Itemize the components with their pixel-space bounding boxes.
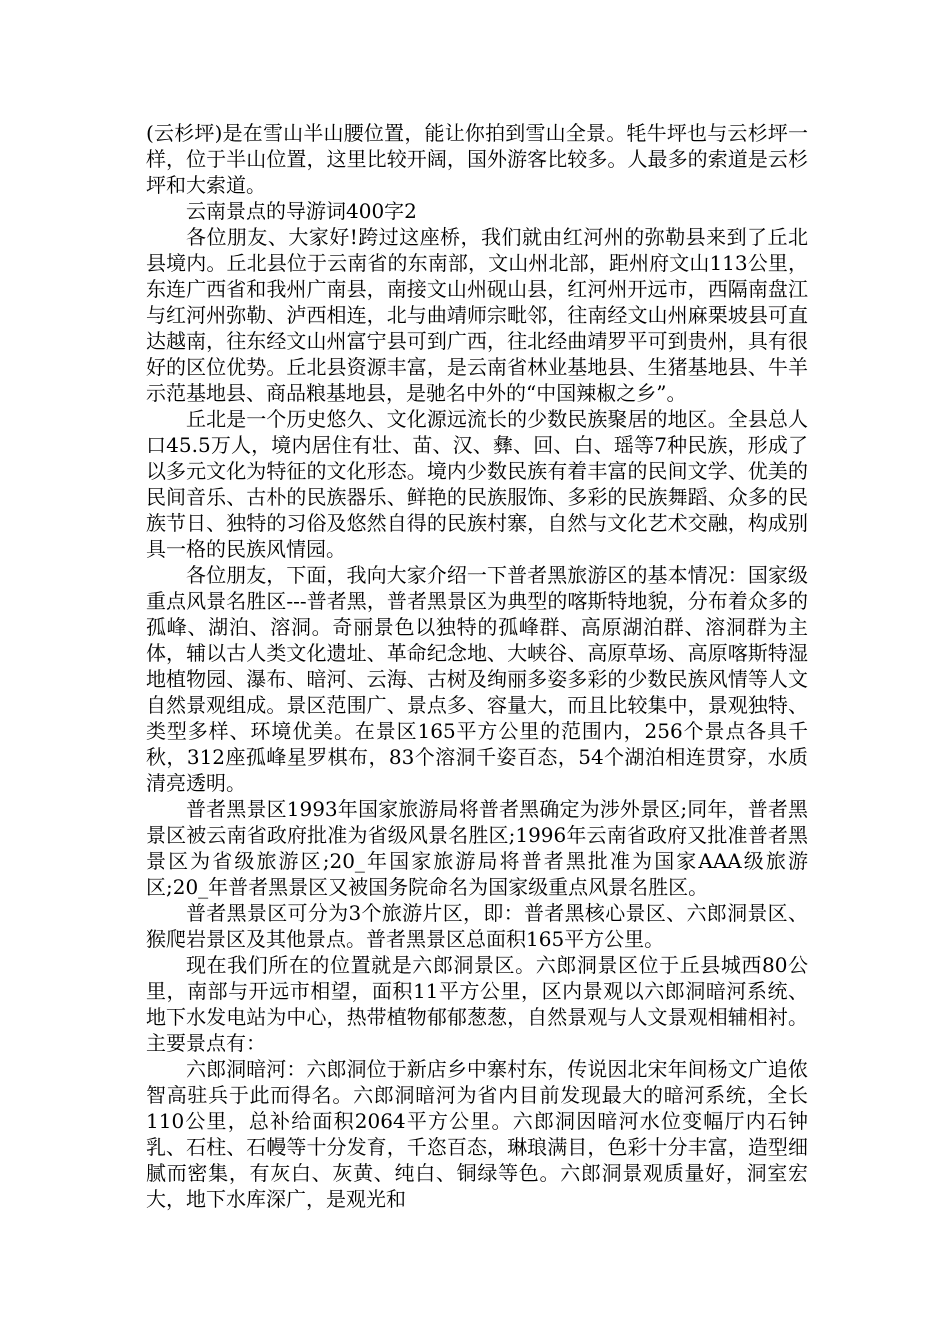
paragraph: 各位朋友、大家好!跨过这座桥，我们就由红河州的弥勒县来到了丘北县境内。丘北县位于云南省的东南部，文山州北部，距州府文山113公里，东连广西省和我州广南县，南接文山州砚山县，红河州开远市，西隔南盘江与红河州弥勒、泸西相连，北与曲靖师宗毗邻，往南经文山州麻栗坡县可直达越南，往东经文山州富宁县可到广西，往北经曲靖罗平可到贵州，具有很好的区位优势。丘北县资源丰富，是云南省林业基地县、生猪基地县、牛羊示范基地县、商品粮基地县，是驰名中外的“中国辣椒之乡”。 (146, 225, 808, 405)
paragraph: 六郎洞暗河：六郎洞位于新店乡中寨村东，传说因北宋年间杨文广追侬智高驻兵于此而得名。六郎洞暗河为省内目前发现最大的暗河系统，全长110公里，总补给面积2064平方公里。六郎洞因暗河水位变幅厅内石钟乳、石柱、石幔等十分发育，千恣百态，琳琅满目，色彩十分丰富，造型细腻而密集，有灰白、灰黄、纯白、铜绿等色。六郎洞景观质量好，洞室宏大，地下水库深广，是观光和 (146, 1057, 808, 1211)
paragraph: 各位朋友，下面，我向大家介绍一下普者黑旅游区的基本情况：国家级重点风景名胜区---普者黑，普者黑景区为典型的喀斯特地貌，分布着众多的孤峰、湖泊、溶洞。奇丽景色以独特的孤峰群、高原湖泊群、溶洞群为主体，辅以古人类文化遗址、革命纪念地、大峡谷、高原草场、高原喀斯特湿地植物园、瀑布、暗河、云海、古树及绚丽多姿多彩的少数民族风情等人文自然景观组成。景区范围广、景点多、容量大，而且比较集中，景观独特、类型多样、环境优美。在景区165平方公里的范围内，256个景点各具千秋，312座孤峰星罗棋布，83个溶洞千姿百态，54个湖泊相连贯穿，水质清亮透明。 (146, 563, 808, 795)
paragraph: (云杉坪)是在雪山半山腰位置，能让你拍到雪山全景。牦牛坪也与云杉坪一样，位于半山位置，这里比较开阔，国外游客比较多。人最多的索道是云杉坪和大索道。 (146, 121, 808, 197)
section-heading: 云南景点的导游词400字2 (186, 199, 417, 223)
paragraph: 现在我们所在的位置就是六郎洞景区。六郎洞景区位于丘县城西80公里，南部与开远市相望，面积11平方公里，区内景观以六郎洞暗河系统、地下水发电站为中心，热带植物郁郁葱葱，自然景观与人文景观相辅相衬。主要景点有： (146, 953, 808, 1055)
document-body (146, 120, 808, 1212)
paragraph: 普者黑景区1993年国家旅游局将普者黑确定为涉外景区;同年，普者黑景区被云南省政府批准为省级风景名胜区;1996年云南省政府又批准普者黑景区为省级旅游区;20_年国家旅游局将普者黑批准为国家AAA级旅游区;20_年普者黑景区又被国务院命名为国家级重点风景名胜区。 (146, 797, 808, 899)
paragraph: 普者黑景区可分为3个旅游片区，即：普者黑核心景区、六郎洞景区、猴爬岩景区及其他景点。普者黑景区总面积165平方公里。 (146, 901, 808, 951)
paragraph: 丘北是一个历史悠久、文化源远流长的少数民族聚居的地区。全县总人口45.5万人，境内居住有壮、苗、汉、彝、回、白、瑶等7种民族，形成了以多元文化为特征的文化形态。境内少数民族有着丰富的民间文学、优美的民间音乐、古朴的民族器乐、鲜艳的民族服饰、多彩的民族舞蹈、众多的民族节日、独特的习俗及悠然自得的民族村寨，自然与文化艺术交融，构成别具一格的民族风情园。 (146, 407, 808, 561)
